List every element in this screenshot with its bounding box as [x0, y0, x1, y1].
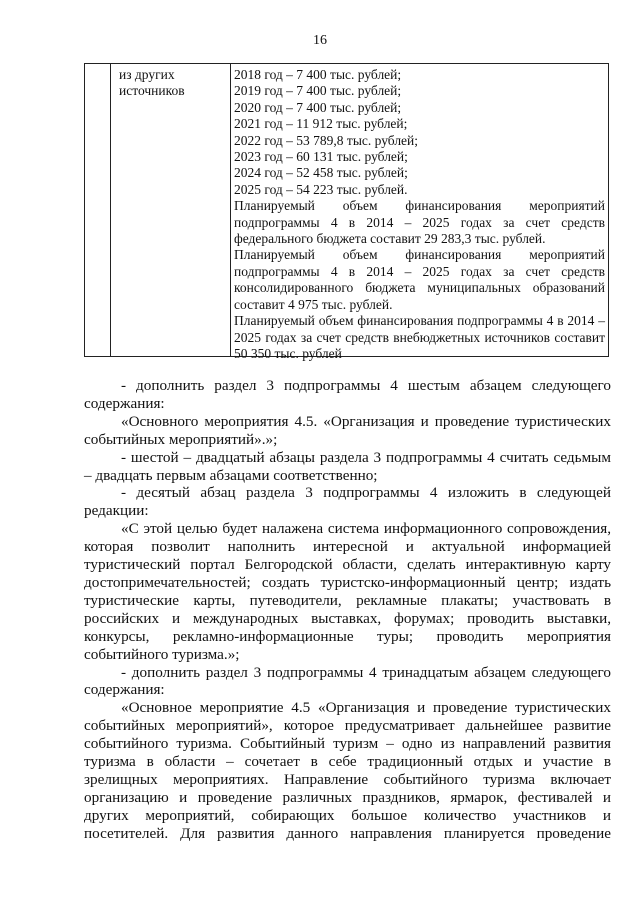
body-paragraph: - шестой – двадцатый абзацы раздела 3 подпрограммы 4 считать седьмым – двадцать первым абзацами соответственно; — [84, 448, 611, 484]
year-line: 2022 год – 53 789,8 тыс. рублей; — [234, 132, 419, 148]
year-line: 2025 год – 54 223 тыс. рублей. — [234, 181, 408, 197]
federal-budget-paragraph: Планируемый объем финансирования мероприятий подпрограммы 4 в 2014 – 2025 годах за счет средств федерального бюджета составит 29 283,3 тыс. рублей. — [234, 198, 605, 247]
financing-table — [84, 63, 609, 361]
year-line: 2024 год – 52 458 тыс. рублей; — [234, 165, 408, 181]
financing-details — [234, 67, 605, 362]
source-label: из других источников — [119, 67, 185, 98]
table-column-divider — [230, 64, 231, 356]
page-number: 16 — [313, 33, 327, 48]
table-column-divider — [110, 64, 111, 356]
body-paragraph: «С этой целью будет налажена система информационного сопровождения, которая позволит наполнить интересной и актуальной информацией туристический портал Белгородской области, сделать интерактивную карту достопримечательностей; создать туристско-информационный центр; издать туристические карты, путеводители, рекламные плакаты; участвовать в российских и международных выставках, форумах; проводить выставки, конкурсы, рекламно-информационные туры; проводить мероприятия событийного туризма.»; — [84, 520, 611, 663]
document-body — [84, 377, 611, 843]
body-paragraph: - десятый абзац раздела 3 подпрограммы 4 изложить в следующей редакции: — [84, 484, 611, 520]
body-paragraph: - дополнить раздел 3 подпрограммы 4 шестым абзацем следующего содержания: — [84, 377, 611, 412]
body-paragraph: - дополнить раздел 3 подпрограммы 4 тринадцатым абзацем следующего содержания: — [84, 663, 611, 699]
year-line: 2018 год – 7 400 тыс. рублей; — [234, 67, 402, 82]
body-paragraph: «Основное мероприятие 4.5 «Организация и проведение туристических событийных мероприятий», которое предусматривает дальнейшее развитие событийного туризма. Событийный туризм – одно из направлений развития туризма в области – сочетает в себе традиционный отдых и участие в зрелищных мероприятиях. Направление событийного туризма включает организацию и проведение различных праздников, ярмарок, фестивалей и других мероприятий, собирающих большое количество участников и посетителей. Для развития данного направления планируется проведение — [84, 699, 611, 842]
year-line: 2023 год – 60 131 тыс. рублей; — [234, 149, 408, 165]
body-paragraph: «Основного мероприятия 4.5. «Организация и проведение туристических событийных мероприятий».»; — [84, 412, 611, 448]
year-line: 2019 год – 7 400 тыс. рублей; — [234, 83, 402, 99]
year-line: 2021 год – 11 912 тыс. рублей; — [234, 116, 408, 132]
year-line: 2020 год – 7 400 тыс. рублей; — [234, 99, 402, 115]
municipal-budget-paragraph: Планируемый объем финансирования мероприятий подпрограммы 4 в 2014 – 2025 годах за счет средств консолидированного бюджета муниципальных образований составит 4 975 тыс. рублей. — [234, 247, 605, 312]
extrabudgetary-paragraph: Планируемый объем финансирования подпрограммы 4 в 2014 – 2025 годах за счет средств внебюджетных источников составит 50 350 тыс. рублей — [234, 313, 605, 361]
